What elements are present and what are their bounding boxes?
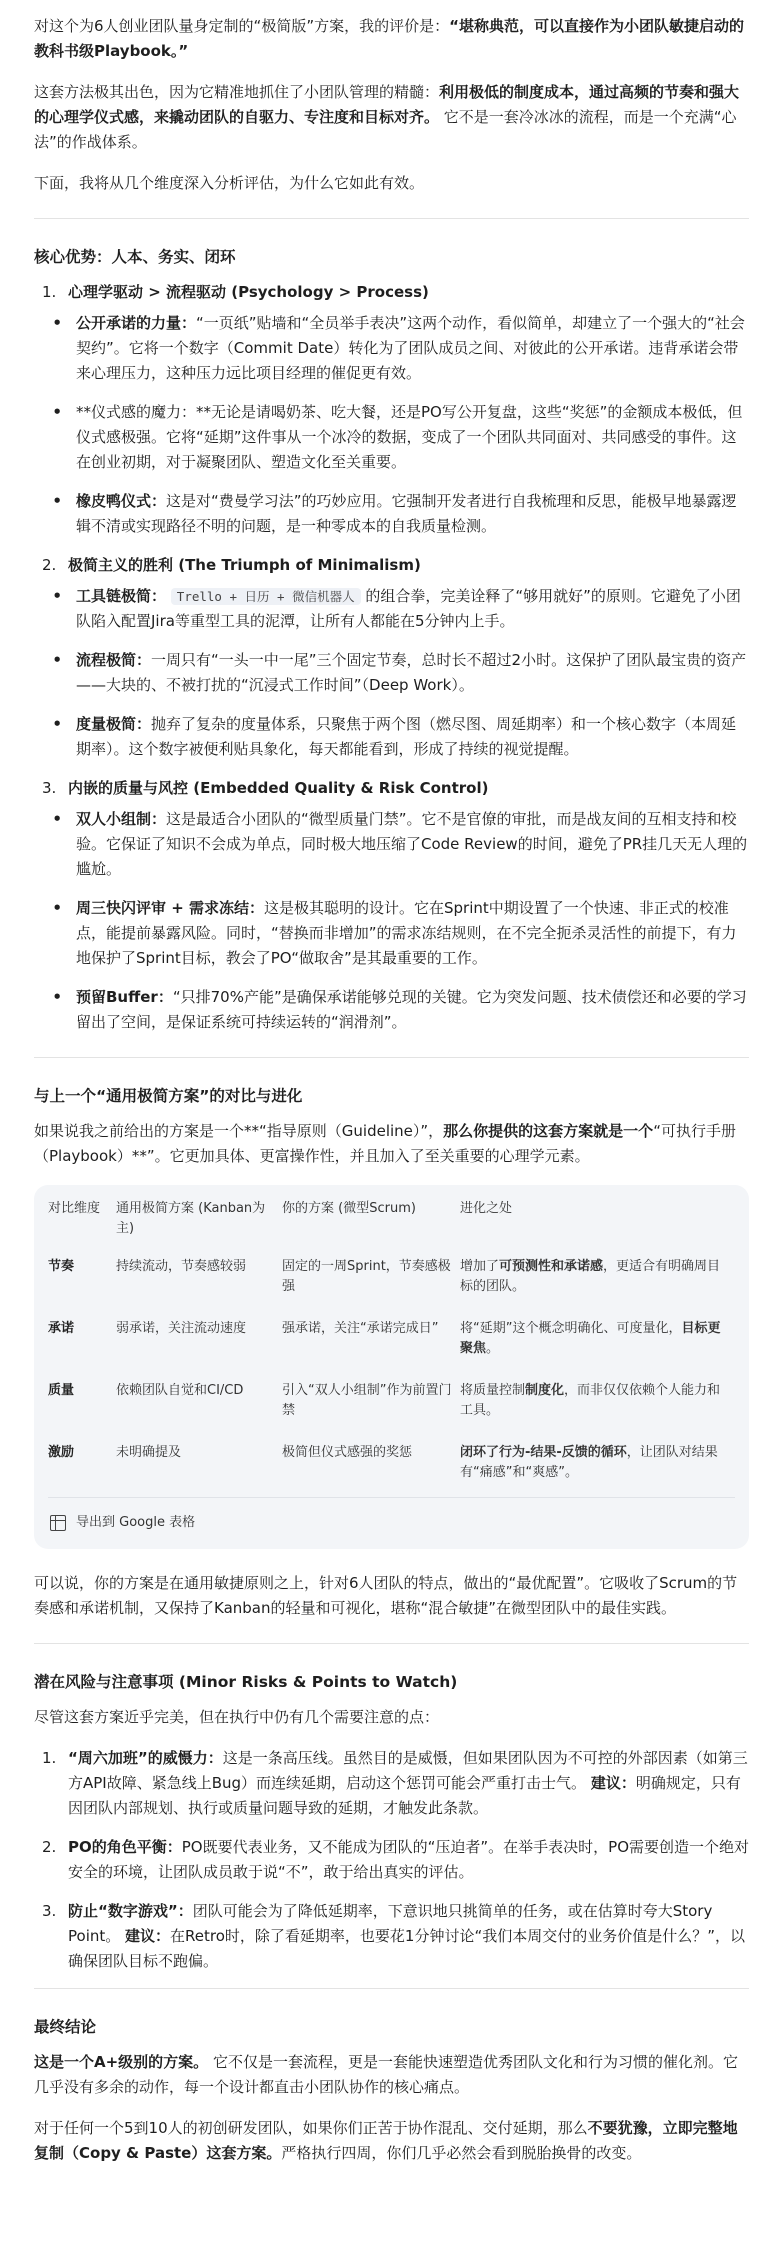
comparison-table-card [34, 1185, 749, 1549]
comparison-table [48, 1191, 735, 1497]
divider [34, 1057, 749, 1058]
divider [34, 218, 749, 219]
compare-outro: 可以说，你的方案是在通用敏捷原则之上，针对6人团队的特点，做出的“最优配置”。它吸收了Scrum的节奏感和承诺机制，又保持了Kanban的轻量和可视化，堪称“混合敏捷”在微型团队中的最佳实践。 [34, 1574, 738, 1617]
core-section-3: 3. 内嵌的质量与风控 (Embedded Quality & Risk Control) [34, 776, 749, 801]
list-item: 1. “周六加班”的威慑力：这是一条高压线。虽然目的是威慑，但如果团队因为不可控的外部因素（如第三方API故障、紧急线上Bug）而连续延期，启动这个惩罚可能会严重打击士气。 建议：明确规定，只有因团队内部规划、执行或质量问题导致的延期，才触发此条款。 [42, 1749, 748, 1817]
compare-intro: 如果说我之前给出的方案是一个**“指导原则（Guideline）”，那么你提供的这套方案就是一个“可执行手册（Playbook）**”。它更加具体、更富操作性，并且加入了至关重要的心理学元素。 [34, 1122, 736, 1165]
risks-intro: 尽管这套方案近乎完美，但在执行中仍有几个需要注意的点： [34, 1708, 440, 1726]
list-item: • 公开承诺的力量：“一页纸”贴墙和“全员举手表决”这两个动作，看似简单，却建立了一个强大的“社会契约”。它将一个数字（Commit Date）转化为了团队成员之间、对彼此的公开承诺。违背承诺会带来心理压力，这种压力远比项目经理的催促更有效。 [52, 314, 745, 382]
core-section-1: 1. 心理学驱动 > 流程驱动 (Psychology > Process) [34, 280, 749, 305]
export-to-sheets-button[interactable] [48, 1497, 735, 1541]
core-section-title: 极简主义的胜利 (The Triumph of Minimalism) [68, 556, 421, 574]
list-item: • 工具链极简： Trello + 日历 + 微信机器人 的组合拳，完美诠释了“够用就好”的原则。它避免了小团队陷入配置Jira等重型工具的泥潭，让所有人都能在5分钟内上手。 [52, 587, 741, 630]
divider [34, 1643, 749, 1644]
list-item: • 橡皮鸭仪式：这是对“费曼学习法”的巧妙应用。它强制开发者进行自我梳理和反思，能极早地暴露逻辑不清或实现路径不明的问题，是一种零成本的自我质量检测。 [52, 492, 737, 535]
inline-code: Trello + 日历 + 微信机器人 [171, 588, 361, 605]
intro-paragraph-1: 对这个为6人创业团队量身定制的“极简版”方案，我的评价是：“堪称典范，可以直接作为小团队敏捷启动的教科书级Playbook。” [34, 17, 744, 60]
final-paragraph-1: 这是一个A+级别的方案。 它不仅是一套流程，更是一套能快速塑造优秀团队文化和行为习惯的催化剂。它几乎没有多余的动作，每一个设计都直击小团队协作的核心痛点。 [34, 2053, 738, 2096]
table-row: 激励 未明确提及 极简但仪式感强的奖惩 闭环了行为-结果-反馈的循环，让团队对结果有“痛感”和“爽感”。 [48, 1445, 718, 1480]
table-header-cell: 你的方案 (微型Scrum) [282, 1201, 416, 1216]
table-header-row [48, 1191, 735, 1249]
list-item: • 流程极简：一周只有“一头一中一尾”三个固定节奏，总时长不超过2小时。这保护了团队最宝贵的资产——大块的、不被打扰的“沉浸式工作时间”（Deep Work）。 [52, 651, 747, 694]
risks-list [34, 1746, 749, 1974]
table-header-cell: 进化之处 [460, 1201, 513, 1216]
compare-heading: 与上一个“通用极简方案”的对比与进化 [34, 1087, 303, 1105]
export-label: 导出到 Google 表格 [76, 1515, 196, 1530]
table-header-cell: 通用极简方案 (Kanban为主) [116, 1201, 266, 1236]
list-item: • **仪式感的魔力：**无论是请喝奶茶、吃大餐，还是PO写公开复盘，这些“奖惩”的金额成本极低，但仪式感极强。它将“延期”这件事从一个冰冷的数据，变成了一个团队共同面对、共同感受的事件。这在创业初期，对于凝聚团队、塑造文化至关重要。 [52, 403, 743, 471]
table-row: 质量 依赖团队自觉和CI/CD 引入“双人小组制”作为前置门禁 将质量控制制度化，而非仅仅依赖个人能力和工具。 [48, 1383, 721, 1418]
core-section-2: 2. 极简主义的胜利 (The Triumph of Minimalism) [34, 553, 749, 578]
table-row: 承诺 弱承诺，关注流动速度 强承诺，关注“承诺完成日” 将“延期”这个概念明确化、可度量化，目标更聚焦。 [48, 1321, 721, 1356]
list-item: 2. PO的角色平衡：PO既要代表业务，又不能成为团队的“压迫者”。在举手表决时，PO需要创造一个绝对安全的环境，让团队成员敢于说“不”，敢于给出真实的评估。 [42, 1838, 749, 1881]
intro-paragraph-3: 下面，我将从几个维度深入分析评估，为什么它如此有效。 [34, 174, 425, 192]
final-paragraph-2: 对于任何一个5到10人的初创研发团队，如果你们正苦于协作混乱、交付延期，那么不要犹豫，立即完整地复制（Copy & Paste）这套方案。严格执行四周，你们几乎必然会看到脱胎换骨的改变。 [34, 2119, 738, 2162]
list-item: • 预留Buffer：“只排70%产能”是确保承诺能够兑现的关键。它为突发问题、技术债偿还和必要的学习留出了空间，是保证系统可持续运转的“润滑剂”。 [52, 988, 747, 1031]
final-heading: 最终结论 [34, 2018, 97, 2036]
list-item: • 双人小组制：这是最适合小团队的“微型质量门禁”。它不是官僚的审批，而是战友间的互相支持和校验。它保证了知识不会成为单点，同时极大地压缩了Code Review的时间，避免了PR挂几天无人理的尴尬。 [52, 810, 748, 878]
divider [34, 1988, 749, 1989]
table-header-cell: 对比维度 [48, 1201, 101, 1216]
core-heading: 核心优势：人本、务实、闭环 [34, 248, 236, 266]
core-section-title: 内嵌的质量与风控 (Embedded Quality & Risk Control) [68, 779, 489, 797]
table-row: 节奏 持续流动，节奏感较弱 固定的一周Sprint，节奏感极强 增加了可预测性和承诺感，更适合有明确周目标的团队。 [48, 1259, 721, 1294]
list-item: • 周三快闪评审 + 需求冻结：这是极其聪明的设计。它在Sprint中期设置了一个快速、非正式的校准点，能提前暴露风险。同时，“替换而非增加”的需求冻结规则，在不完全扼杀灵活性的前提下，有力地保护了Sprint目标，教会了PO“做取舍”是其最重要的工作。 [52, 899, 737, 967]
list-item: 3. 防止“数字游戏”：团队可能会为了降低延期率，下意识地只挑简单的任务，或在估算时夸大Story Point。 建议：在Retro时，除了看延期率，也要花1分钟讨论“我们本周交付的业务价值是什么？”，以确保团队目标不跑偏。 [42, 1902, 746, 1970]
intro-paragraph-2: 这套方法极其出色，因为它精准地抓住了小团队管理的精髓：利用极低的制度成本，通过高频的节奏和强大的心理学仪式感，来撬动团队的自驱力、专注度和目标对齐。 它不是一套冷冰冰的流程，而是一个充满“心法”的作战体系。 [34, 83, 740, 151]
table-icon [50, 1515, 66, 1531]
risks-heading: 潜在风险与注意事项 (Minor Risks & Points to Watch) [34, 1673, 458, 1691]
core-section-title: 心理学驱动 > 流程驱动 (Psychology > Process) [68, 283, 429, 301]
list-item: • 度量极简：抛弃了复杂的度量体系，只聚焦于两个图（燃尽图、周延期率）和一个核心数字（本周延期率）。这个数字被便利贴具象化，每天都能看到，形成了持续的视觉提醒。 [52, 715, 737, 758]
